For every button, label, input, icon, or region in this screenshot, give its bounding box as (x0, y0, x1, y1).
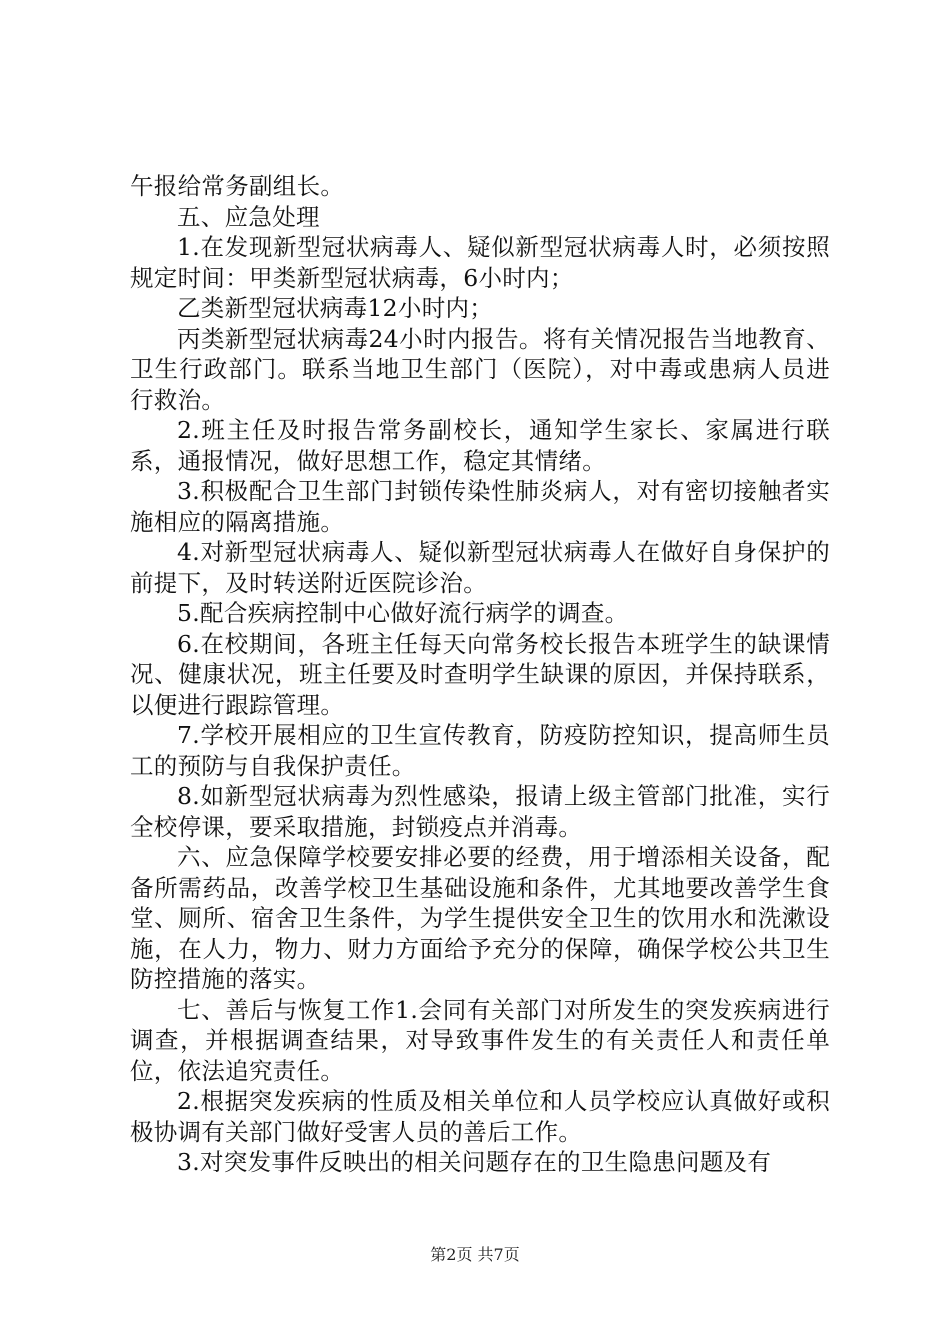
document-body (130, 171, 830, 1178)
section-aftermath-recovery: 七、善后与恢复工作1.会同有关部门对所发生的突发疾病进行调查，并根据调查结果，对导致事件发生的有关责任人和责任单位，依法追究责任。 (130, 995, 830, 1085)
paragraph-recovery-item-3: 3.对突发事件反映出的相关问题存在的卫生隐患问题及有 (177, 1148, 772, 1176)
page-footer (0, 1242, 950, 1265)
paragraph-item-1: 1.在发现新型冠状病毒人、疑似新型冠状病毒人时，必须按照规定时间：甲类新型冠状病毒，6小时内； (130, 233, 830, 292)
page-number-label: 第2页 共7页 (430, 1245, 520, 1264)
paragraph-recovery-item-2: 2.根据突发疾病的性质及相关单位和人员学校应认真做好或积极协调有关部门做好受害人员的善后工作。 (130, 1087, 830, 1146)
paragraph-item-4: 4.对新型冠状病毒人、疑似新型冠状病毒人在做好自身保护的前提下，及时转送附近医院诊治。 (130, 538, 830, 597)
paragraph-item-6: 6.在校期间，各班主任每天向常务校长报告本班学生的缺课情况、健康状况，班主任要及时查明学生缺课的原因，并保持联系，以便进行跟踪管理。 (130, 629, 830, 719)
paragraph-item-3: 3.积极配合卫生部门封锁传染性肺炎病人，对有密切接触者实施相应的隔离措施。 (130, 477, 830, 536)
section-emergency-support: 六、应急保障学校要安排必要的经费，用于增添相关设备，配备所需药品，改善学校卫生基础设施和条件，尤其地要改善学生食堂、厕所、宿舍卫生条件，为学生提供安全卫生的饮用水和洗漱设施，在人力，物力、财力方面给予充分的保障，确保学校公共卫生防控措施的落实。 (130, 843, 830, 993)
paragraph-item-5: 5.配合疾病控制中心做好流行病学的调查。 (177, 599, 629, 627)
paragraph-item-1-class-c: 丙类新型冠状病毒24小时内报告。将有关情况报告当地教育、卫生行政部门。联系当地卫生部门（医院），对中毒或患病人员进行救治。 (130, 324, 830, 414)
paragraph-item-1-class-b: 乙类新型冠状病毒12小时内； (177, 294, 494, 322)
paragraph-continuation: 午报给常务副组长。 (130, 172, 345, 200)
paragraph-item-8: 8.如新型冠状病毒为烈性感染，报请上级主管部门批准，实行全校停课，要采取措施，封锁疫点并消毒。 (130, 782, 830, 841)
paragraph-item-2: 2.班主任及时报告常务副校长，通知学生家长、家属进行联系，通报情况，做好思想工作，稳定其情绪。 (130, 416, 830, 475)
section-heading-emergency-handling: 五、应急处理 (177, 202, 320, 231)
paragraph-item-7: 7.学校开展相应的卫生宣传教育，防疫防控知识，提高师生员工的预防与自我保护责任。 (130, 721, 830, 780)
